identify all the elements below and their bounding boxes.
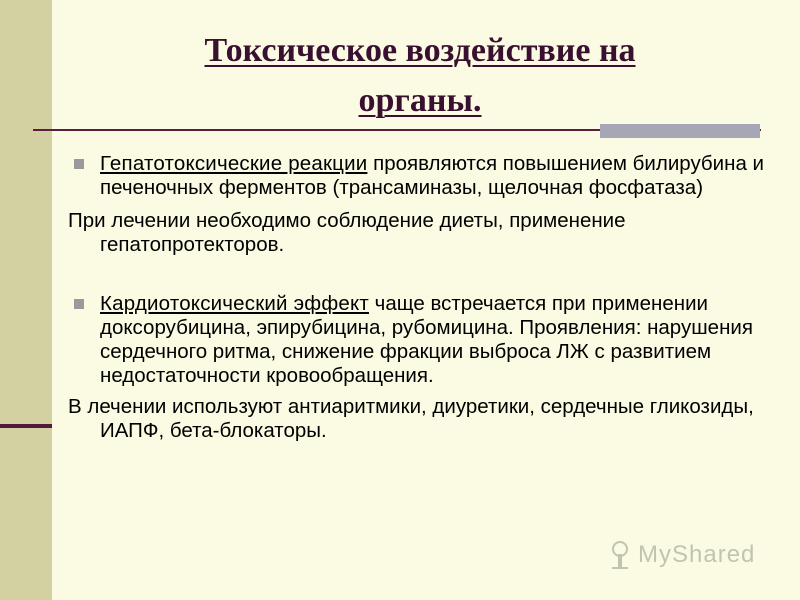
bullet-lead-term: Гепатотоксические реакции (100, 152, 368, 175)
watermark-text: MyShared (638, 541, 756, 568)
bullet-text: проявляются повышением билирубина и печеночных ферментов (трансаминазы, щелочная фосфатаза) (100, 152, 764, 199)
left-decorative-band (0, 0, 52, 600)
slide-title (150, 26, 690, 126)
paragraph-cardiotoxic-treatment: В лечении используют антиаритмики, диуретики, сердечные гликозиды, ИАПФ, бета-блокаторы. (68, 395, 754, 442)
bullet-item-hepatotoxic (68, 152, 768, 200)
square-bullet-icon (74, 159, 84, 169)
watermark (608, 538, 768, 572)
square-bullet-icon (74, 299, 84, 309)
bullet-text: чаще встречается при применении доксорубицина, эпирубицина, рубомицина. Проявления: нарушения сердечного ритма, снижение фракции выброса ЛЖ с развитием недостаточности кровообращения. (100, 292, 753, 387)
left-band-accent-rule (0, 424, 52, 428)
tree-logo-icon (608, 540, 632, 570)
title-divider-accent (600, 124, 760, 138)
paragraph-hepatotoxic-treatment: При лечении необходимо соблюдение диеты, применение гепатопротекторов. (68, 209, 626, 256)
slide-title-text: Токсическое воздействие на органы. (204, 32, 636, 119)
slide-body (68, 152, 768, 443)
bullet-item-cardiotoxic (68, 292, 768, 388)
bullet-lead-term: Кардиотоксический эффект (100, 292, 369, 315)
